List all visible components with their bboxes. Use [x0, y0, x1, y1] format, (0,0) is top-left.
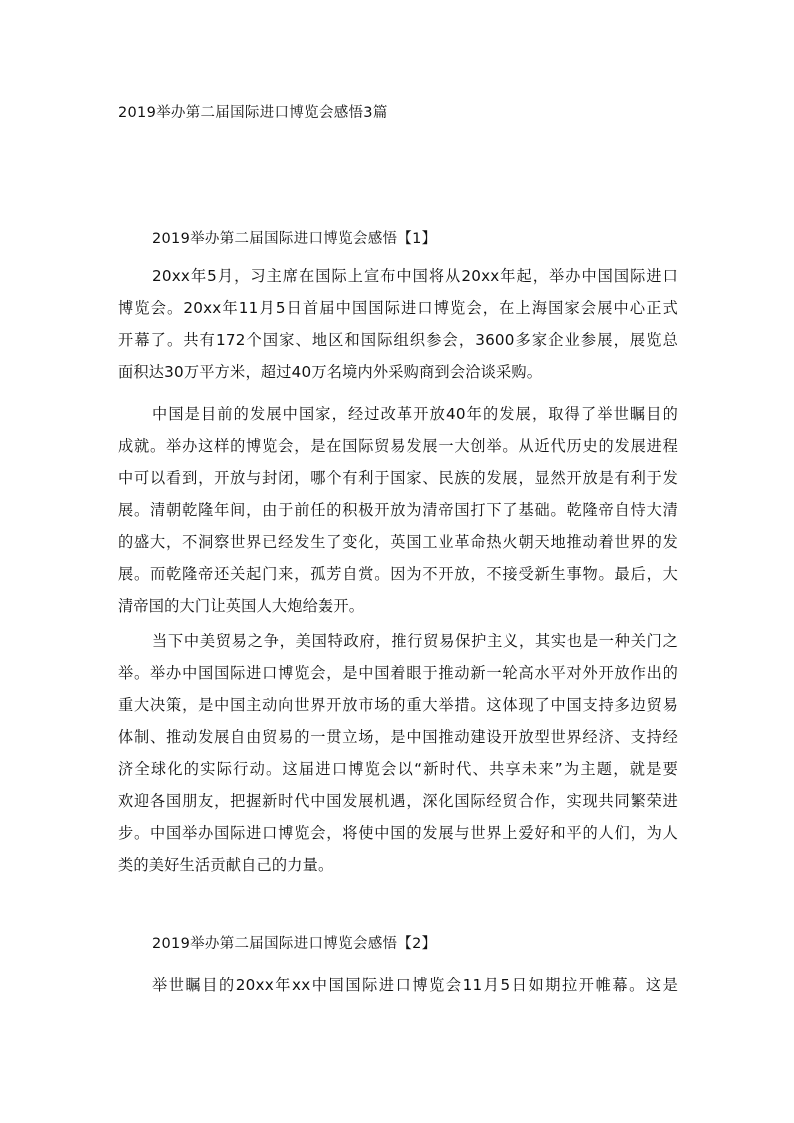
paragraph-line: 展。清朝乾隆年间，由于前任的积极开放为清帝国打下了基础。乾隆帝自恃大清: [118, 501, 678, 519]
paragraph-line: 20xx年5月，习主席在国际上宣布中国将从20xx年起，举办中国国际进口: [152, 267, 678, 285]
section-2-paragraph-1: [118, 969, 678, 1001]
section-1-paragraph-2: [118, 398, 678, 622]
paragraph-line: 步。中国举办国际进口博览会，将使中国的发展与世界上爱好和平的人们，为人: [118, 824, 678, 842]
paragraph-line: 清帝国的大门让英国人大炮给轰开。: [118, 597, 365, 615]
paragraph-line: 济全球化的实际行动。这届进口博览会以“新时代、共享未来”为主题，就是要: [118, 760, 678, 778]
paragraph-line: 中国是目前的发展中国家，经过改革开放40年的发展，取得了举世瞩目的: [152, 405, 678, 423]
paragraph-line: 成就。举办这样的博览会，是在国际贸易发展一大创举。从近代历史的发展进程: [118, 437, 678, 455]
section-1-paragraph-1: [118, 260, 678, 388]
paragraph-line: 重大决策，是中国主动向世界开放市场的重大举措。这体现了中国支持多边贸易: [118, 696, 678, 714]
paragraph-line: 开幕了。共有172个国家、地区和国际组织参会，3600多家企业参展，展览总: [118, 331, 678, 349]
section-1-heading: 2019举办第二届国际进口博览会感悟【1】: [152, 231, 437, 247]
paragraph-line: 的盛大，不洞察世界已经发生了变化，英国工业革命热火朝天地推动着世界的发: [118, 533, 678, 551]
section-1-paragraph-3: [118, 625, 678, 881]
paragraph-line: 体制、推动发展自由贸易的一贯立场，是中国推动建设开放型世界经济、支持经: [118, 728, 678, 746]
section-2-heading: 2019举办第二届国际进口博览会感悟【2】: [152, 936, 437, 952]
paragraph-line: 当下中美贸易之争，美国特政府，推行贸易保护主义，其实也是一种关门之: [152, 632, 678, 650]
document-title: 2019举办第二届国际进口博览会感悟3篇: [118, 105, 388, 121]
paragraph-line: 类的美好生活贡献自己的力量。: [118, 856, 334, 874]
paragraph-line: 博览会。20xx年11月5日首届中国国际进口博览会，在上海国家会展中心正式: [118, 299, 678, 317]
paragraph-line: 举。举办中国国际进口博览会，是中国着眼于推动新一轮高水平对外开放作出的: [118, 664, 678, 682]
paragraph-line: 举世瞩目的20xx年xx中国国际进口博览会11月5日如期拉开帷幕。这是: [152, 976, 678, 994]
paragraph-line: 面积达30万平方米，超过40万名境内外采购商到会洽谈采购。: [118, 363, 543, 381]
paragraph-line: 欢迎各国朋友，把握新时代中国发展机遇，深化国际经贸合作，实现共同繁荣进: [118, 792, 678, 810]
paragraph-line: 中可以看到，开放与封闭，哪个有利于国家、民族的发展，显然开放是有利于发: [118, 469, 678, 487]
paragraph-line: 展。而乾隆帝还关起门来，孤芳自赏。因为不开放，不接受新生事物。最后，大: [118, 565, 678, 583]
